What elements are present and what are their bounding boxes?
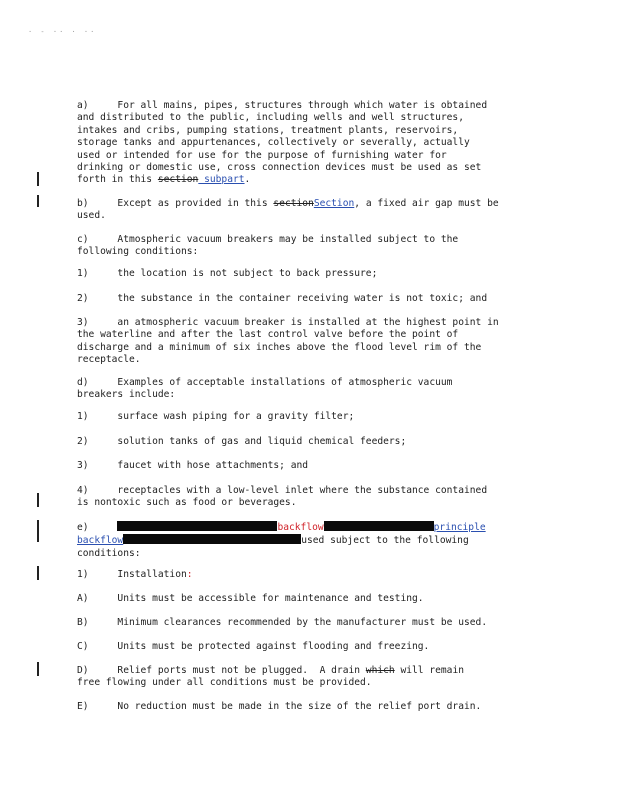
paragraph-e1: [77, 569, 547, 581]
paragraph-c1: 1) the location is not subject to back pressure;: [77, 268, 378, 279]
deleted-text: section: [273, 198, 314, 209]
paragraph-c2: 2) the substance in the container receiving water is not toxic; and: [77, 293, 488, 304]
paragraph-e-pre: e): [77, 522, 118, 533]
paragraph-eA: A) Units must be accessible for maintenance and testing.: [77, 593, 424, 604]
change-bar: [37, 662, 39, 676]
change-bar: [37, 566, 39, 580]
change-bar: [37, 172, 39, 186]
change-bar: [37, 520, 39, 542]
deleted-text: which: [365, 665, 395, 676]
deleted-text: section: [157, 174, 199, 186]
paragraph-b: [77, 198, 547, 223]
paragraph-a-end: .: [244, 174, 251, 186]
paragraph-eE: E) No reduction must be made in the size of the relief port drain.: [77, 701, 482, 712]
paragraph-d: d) Examples of acceptable installations of atmospheric vacuum breakers include:: [77, 377, 453, 401]
paragraph-eB: B) Minimum clearances recommended by the manufacturer must be used.: [77, 617, 488, 628]
inserted-text: principle: [433, 522, 486, 533]
paragraph-eD: [77, 665, 547, 690]
paragraph-d3: 3) faucet with hose attachments; and: [77, 460, 309, 471]
redaction-block: [117, 521, 277, 531]
paragraph-d4: 4) receptacles with a low-level inlet where the substance contained is nontoxic such as food or beverages.: [77, 485, 488, 509]
inserted-text: Section: [313, 198, 355, 209]
paragraph-b-pre: b) Except as provided in this: [77, 198, 274, 209]
paragraph-c3: 3) an atmospheric vacuum breaker is installed at the highest point in the waterline and after the last control valve before the point of discharge and a minimum of six inches above the flood level rim of the receptacle.: [77, 317, 499, 366]
paragraph-e: [77, 521, 547, 560]
redaction-block: [123, 534, 301, 544]
redaction-block: [324, 521, 434, 531]
paragraph-eC: C) Units must be protected against flooding and freezing.: [77, 641, 430, 652]
change-bar: [37, 195, 39, 207]
inserted-text: subpart: [198, 174, 245, 186]
change-bar: [37, 493, 39, 507]
paragraph-a-text: a) For all mains, pipes, structures through which water is obtained and distributed to the public, including wells and well structures, intakes and cribs, pumping stations, treatment plants, reservoirs, storage tanks and appurtenances, collectively or severally, actually used or intended for use for the purpose of furnishing water for drinking or domestic use, cross connection devices must be used as set forth in this: [77, 100, 488, 186]
red-revision-text: :: [186, 569, 193, 580]
paragraph-d1: 1) surface wash piping for a gravity filter;: [77, 411, 355, 422]
paragraph-a: [77, 100, 547, 187]
paragraph-b-post: , a fixed air gap must be used.: [77, 198, 499, 222]
red-revision-text: backflow: [277, 522, 324, 533]
header-mark: · - ·· · ··: [28, 28, 97, 36]
paragraph-eD-post: will remain free flowing under all conditions must be provided.: [77, 665, 464, 689]
paragraph-eD-pre: D) Relief ports must not be plugged. A drain: [77, 665, 366, 676]
inserted-text: backflow: [77, 535, 124, 547]
paragraph-c: c) Atmospheric vacuum breakers may be installed subject to the following conditions:: [77, 234, 459, 258]
paragraph-e-post: used subject to the following conditions:: [77, 535, 469, 559]
paragraph-d2: 2) solution tanks of gas and liquid chemical feeders;: [77, 436, 407, 447]
paragraph-e1-text: 1) Installation: [77, 569, 187, 580]
